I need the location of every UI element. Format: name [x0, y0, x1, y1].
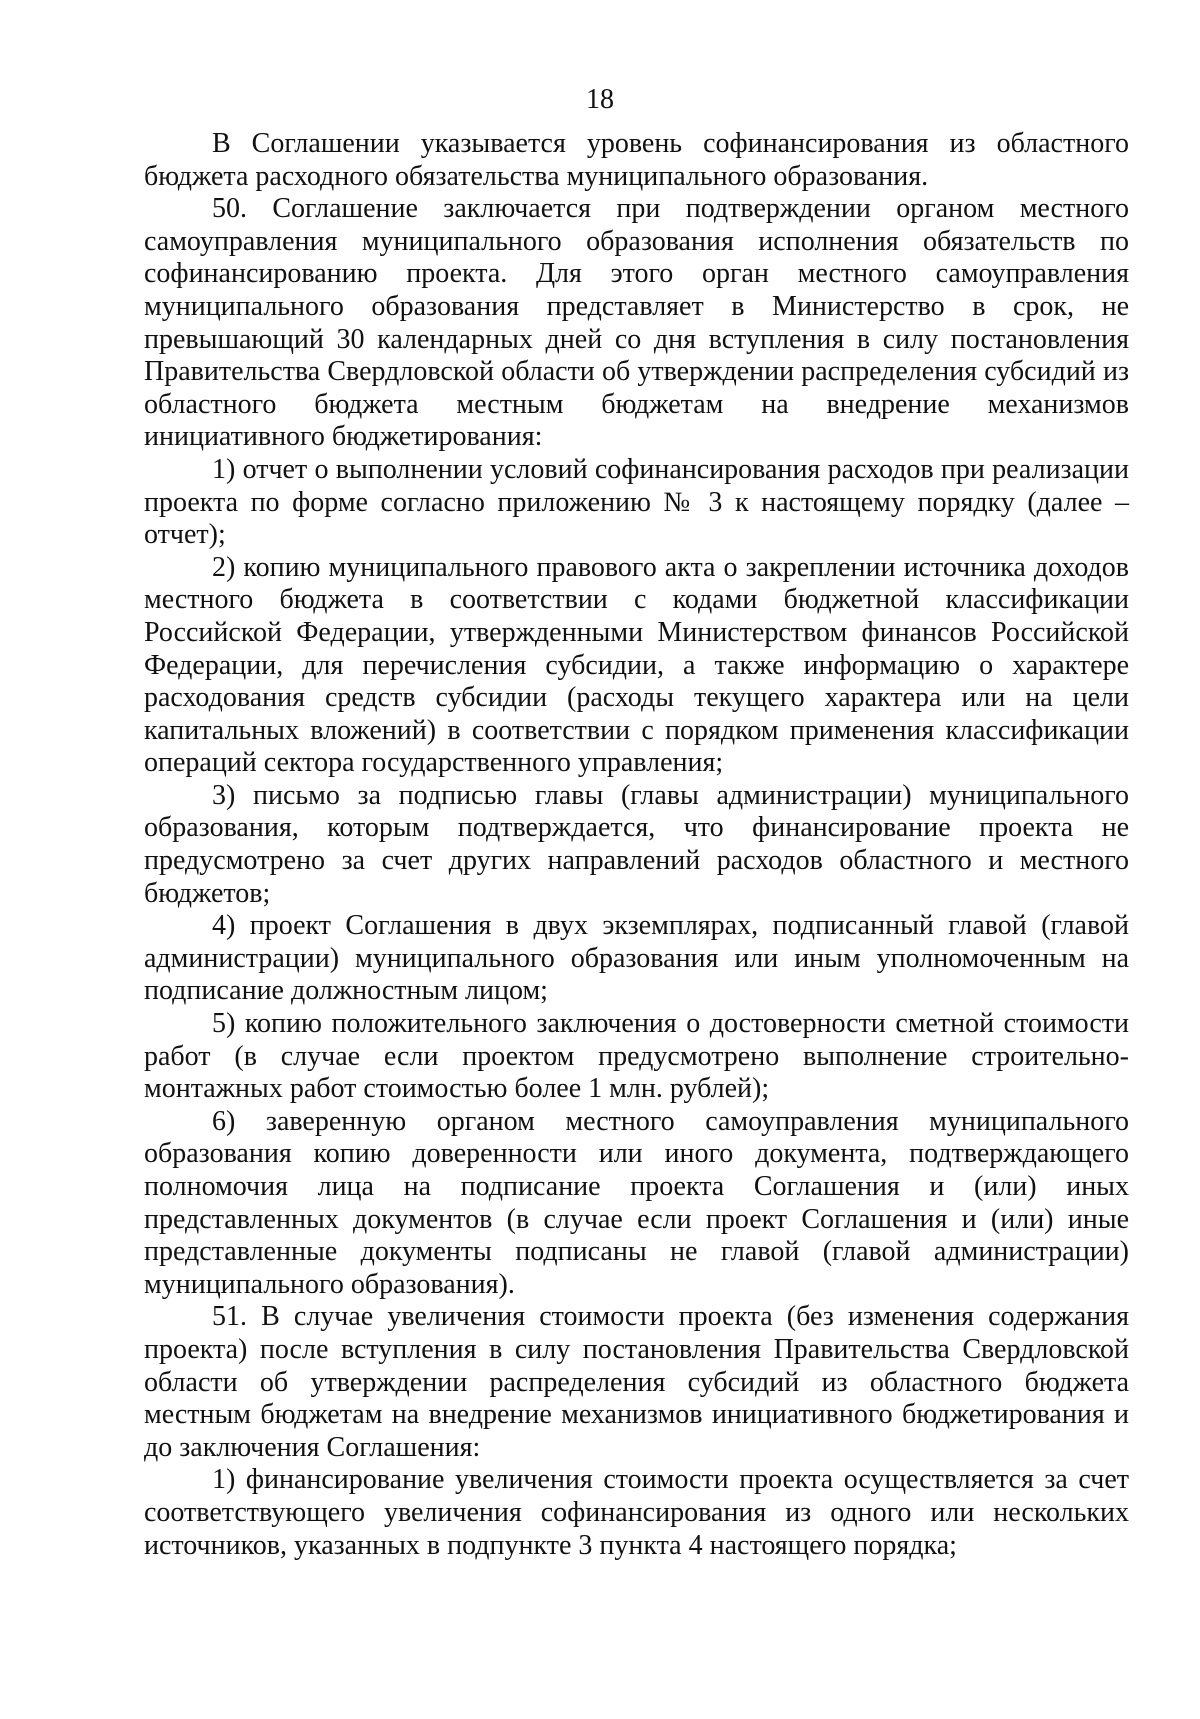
list-item-1-report: 1) отчет о выполнении условий софинансирования расходов при реализации проекта по форме согласно приложению № 3 к настоящему порядку (далее – отчет); — [144, 453, 1129, 551]
page-number: 18 — [586, 84, 614, 115]
document-body — [144, 128, 1129, 1562]
list-item-2-legal-act-copy: 2) копию муниципального правового акта о закреплении источника доходов местного бюджета в соответствии с кодами бюджетной классификации Российской Федерации, утвержденными Министерством финансов Российской Федерации, для перечисления субсидии, а также информацию о характере расходования средств субсидии (расходы текущего характера или на цели капитальных вложений) в соответствии с порядком применения классификации операций сектора государственного управления; — [144, 551, 1129, 779]
list-item-1-financing-increase: 1) финансирование увеличения стоимости проекта осуществляется за счет соответствующего увеличения софинансирования из одного или нескольких источников, указанных в подпункте 3 пункта 4 настоящего порядка; — [144, 1464, 1129, 1561]
list-item-3-letter: 3) письмо за подписью главы (главы администрации) муниципального образования, которым подтверждается, что финансирование проекта не предусмотрено за счет других направлений расходов областного и местного бюджетов; — [144, 779, 1129, 909]
list-item-5-estimate-conclusion: 5) копию положительного заключения о достоверности сметной стоимости работ (в случае если проектом предусмотрено выполнение строительно-монтажных работ стоимостью более 1 млн. рублей); — [144, 1008, 1129, 1105]
list-item-6-power-of-attorney: 6) заверенную органом местного самоуправления муниципального образования копию доверенности или иного документа, подтверждающего полномочия лица на подписание проекта Соглашения и (или) иных представленных документов (в случае если проект Соглашения и (или) иные представленные документы подписаны не главой (главой администрации) муниципального образования). — [144, 1105, 1129, 1300]
paragraph-cofinancing-level: В Соглашении указывается уровень софинансирования из областного бюджета расходного обязательства муниципального образования. — [144, 128, 1129, 192]
list-item-4-draft-agreement: 4) проект Соглашения в двух экземплярах, подписанный главой (главой администрации) муниципального образования или иным уполномоченным на подписание должностным лицом; — [144, 910, 1129, 1007]
paragraph-51: 51. В случае увеличения стоимости проекта (без изменения содержания проекта) после вступления в силу постановления Правительства Свердловской области об утверждении распределения субсидий из областного бюджета местным бюджетам на внедрение механизмов инициативного бюджетирования и до заключения Соглашения: — [144, 1301, 1129, 1463]
paragraph-50: 50. Соглашение заключается при подтверждении органом местного самоуправления муниципального образования исполнения обязательств по софинансированию проекта. Для этого орган местного самоуправления муниципального образования представляет в Министерство в срок, не превышающий 30 календарных дней со дня вступления в силу постановления Правительства Свердловской области об утверждении распределения субсидий из областного бюджета местным бюджетам на внедрение механизмов инициативного бюджетирования: — [144, 193, 1129, 453]
